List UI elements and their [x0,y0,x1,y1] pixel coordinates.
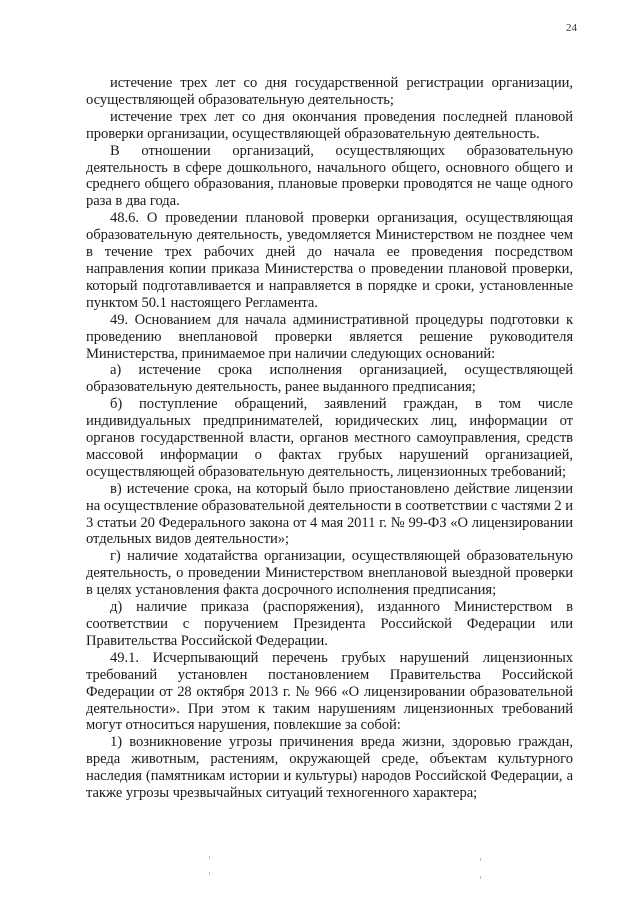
paragraph-49-a: а) истечение срока исполнения организацией, осуществляющей образовательную деятельность, ранее выданного предписания; [86,362,573,396]
paragraph-2: истечение трех лет со дня окончания проведения последней плановой проверки организации, осуществляющей образовательную деятельность. [86,108,573,142]
paragraph-1: истечение трех лет со дня государственной регистрации организации, осуществляющей образовательную деятельность; [86,75,573,108]
paragraph-49: 49. Основанием для начала административной процедуры подготовки к проведению внеплановой проверки является решение руководителя Министерства, принимаемое при наличии следующих оснований: [86,311,573,362]
paragraph-49-b: б) поступление обращений, заявлений граждан, в том числе индивидуальных предпринимателей, юридических лиц, информации от органов государственной власти, органов местного самоуправления, средств массовой информации о фактах грубых нарушений организацией, осуществляющей образовательную деятельность, лицензионных требований; [86,396,573,480]
paragraph-49-v: в) истечение срока, на который было приостановлено действие лицензии на осуществление образовательной деятельности в соответствии с частями 2 и 3 статьи 20 Федерального закона от 4 мая 2011 г. № 99-ФЗ «О лицензировании отдельных видов деятельности»; [86,480,573,548]
paragraph-49-1-item-1: 1) возникновение угрозы причинения вреда жизни, здоровью граждан, вреда животным, растениям, окружающей среде, объектам культурного наследия (памятникам истории и культуры) народов Российской Федерации, а также угрозы чрезвычайных ситуаций техногенного характера; [86,734,573,802]
paragraph-48-6: 48.6. О проведении плановой проверки организация, осуществляющая образовательную деятельность, уведомляется Министерством не позднее чем в течение трех рабочих дней до начала ее проведения посредством направления копии приказа Министерства о проведении плановой проверки, который подготавливается и направляется в порядке и сроки, установленные пунктом 50.1 настоящего Регламента. [86,210,573,311]
paragraph-49-g: г) наличие ходатайства организации, осуществляющей образовательную деятельность, о проведении Министерством внеплановой выездной проверки в целях установления факта досрочного исполнения предписания; [86,548,573,599]
paragraph-49-1: 49.1. Исчерпывающий перечень грубых нарушений лицензионных требований установлен постановлением Правительства Российской Федерации от 28 октября 2013 г. № 966 «О лицензировании образовательной деятельности». При этом к таким нарушениям лицензионных требований могут относиться нарушения, повлекшие за собой: [86,649,573,734]
paragraph-49-d: д) наличие приказа (распоряжения), изданного Министерством в соответствии с поручением Президента Российской Федерации или Правительства Российской Федерации. [86,599,573,649]
page-number: 24 [566,22,577,34]
document-body [86,75,573,802]
scan-artifacts [0,852,640,892]
paragraph-3: В отношении организаций, осуществляющих образовательную деятельность в сфере дошкольного, начального общего, основного общего и среднего общего образования, плановые проверки проводятся не чаще одного раза в два года. [86,142,573,210]
